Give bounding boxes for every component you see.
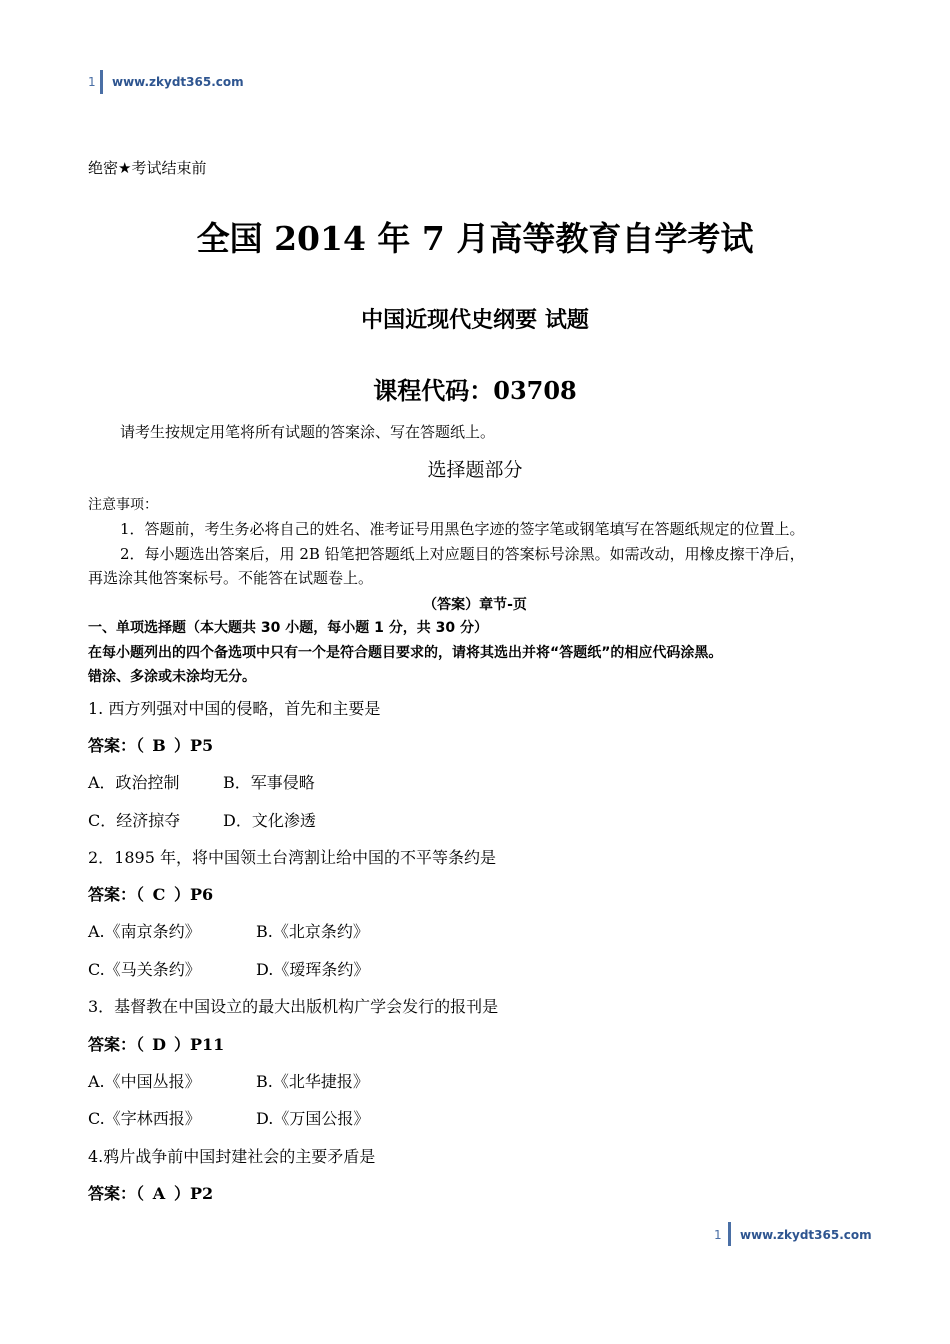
header-page-number: 1: [88, 75, 96, 89]
option-b: B．军事侵略: [223, 773, 315, 792]
answer-label: 答案：（: [88, 1184, 145, 1203]
footer-divider: [728, 1222, 731, 1246]
answer-letter: B: [152, 736, 166, 755]
notice-heading: 注意事项：: [88, 497, 158, 513]
option-a: A.《中国丛报》: [88, 1072, 201, 1091]
course-code: 课程代码：03708: [373, 376, 577, 405]
option-a: A.《南京条约》: [88, 922, 201, 941]
question-1-text: 1. 西方列强对中国的侵略，首先和主要是: [88, 699, 381, 718]
notice-item-2-cont: 再选涂其他答案标号。不能答在试题卷上。: [88, 569, 374, 587]
question-2-text: 2．1895 年，将中国领土台湾割让给中国的不平等条约是: [88, 848, 496, 867]
notice-item-1: 1．答题前，考生务必将自己的姓名、准考证号用黑色字迹的签字笔或钢笔填写在答题纸规定的位置上。: [120, 520, 805, 538]
answer-page: ）P6: [174, 885, 214, 904]
question-2-options-row2: [88, 959, 369, 981]
question-2-answer: [88, 884, 213, 906]
answer-letter: D: [152, 1035, 166, 1054]
part1-desc-line1: 在每小题列出的四个备选项中只有一个是符合题目要求的，请将其选出并将“答题纸”的相应代码涂黑。: [88, 645, 723, 661]
question-4-text: 4.鸦片战争前中国封建社会的主要矛盾是: [88, 1147, 376, 1166]
option-c: C.《马关条约》: [88, 960, 201, 979]
option-d: D．文化渗透: [223, 811, 316, 830]
question-4-answer: [88, 1183, 213, 1205]
answer-note: （答案）章节-页: [423, 597, 527, 613]
answer-page: ）P2: [174, 1184, 214, 1203]
question-1-options-row2: [88, 810, 316, 832]
instruction: 请考生按规定用笔将所有试题的答案涂、写在答题纸上。: [120, 423, 496, 441]
option-b: B.《北华捷报》: [256, 1072, 369, 1091]
answer-page: ）P5: [174, 736, 214, 755]
question-1-answer: [88, 735, 213, 757]
answer-label: 答案：（: [88, 885, 145, 904]
answer-label: 答案：（: [88, 1035, 145, 1054]
footer-url: www.zkydt365.com: [740, 1228, 872, 1242]
part1-desc-line2: 错涂、多涂或未涂均无分。: [88, 669, 256, 685]
section-title: 选择题部分: [427, 459, 523, 481]
notice-item-2: 2．每小题选出答案后，用 2B 铅笔把答题纸上对应题目的答案标号涂黑。如需改动，用橡皮擦干净后，: [120, 545, 805, 563]
option-d: D.《瑷珲条约》: [256, 960, 370, 979]
subject-title: 中国近现代史纲要 试题: [361, 308, 589, 333]
question-3-options-row1: [88, 1071, 369, 1093]
header-url: www.zkydt365.com: [112, 75, 244, 89]
option-c: C.《字林西报》: [88, 1109, 201, 1128]
exam-title: 全国 2014 年 7 月高等教育自学考试: [196, 219, 754, 258]
secret-mark: 绝密★考试结束前: [88, 159, 207, 177]
header-divider: [100, 70, 103, 94]
answer-page: ）P11: [174, 1035, 225, 1054]
answer-label: 答案：（: [88, 736, 145, 755]
option-b: B.《北京条约》: [256, 922, 369, 941]
question-1-options-row1: [88, 772, 315, 794]
answer-letter: C: [152, 885, 166, 904]
part1-heading: 一、单项选择题（本大题共 30 小题，每小题 1 分，共 30 分）: [88, 620, 488, 636]
option-a: A．政治控制: [88, 773, 180, 792]
question-2-options-row1: [88, 921, 369, 943]
question-3-answer: [88, 1034, 224, 1056]
footer-page-number: 1: [714, 1228, 722, 1242]
question-3-text: 3．基督教在中国设立的最大出版机构广学会发行的报刊是: [88, 997, 499, 1016]
answer-letter: A: [152, 1184, 166, 1203]
question-3-options-row2: [88, 1108, 369, 1130]
option-c: C．经济掠夺: [88, 811, 181, 830]
option-d: D.《万国公报》: [256, 1109, 370, 1128]
